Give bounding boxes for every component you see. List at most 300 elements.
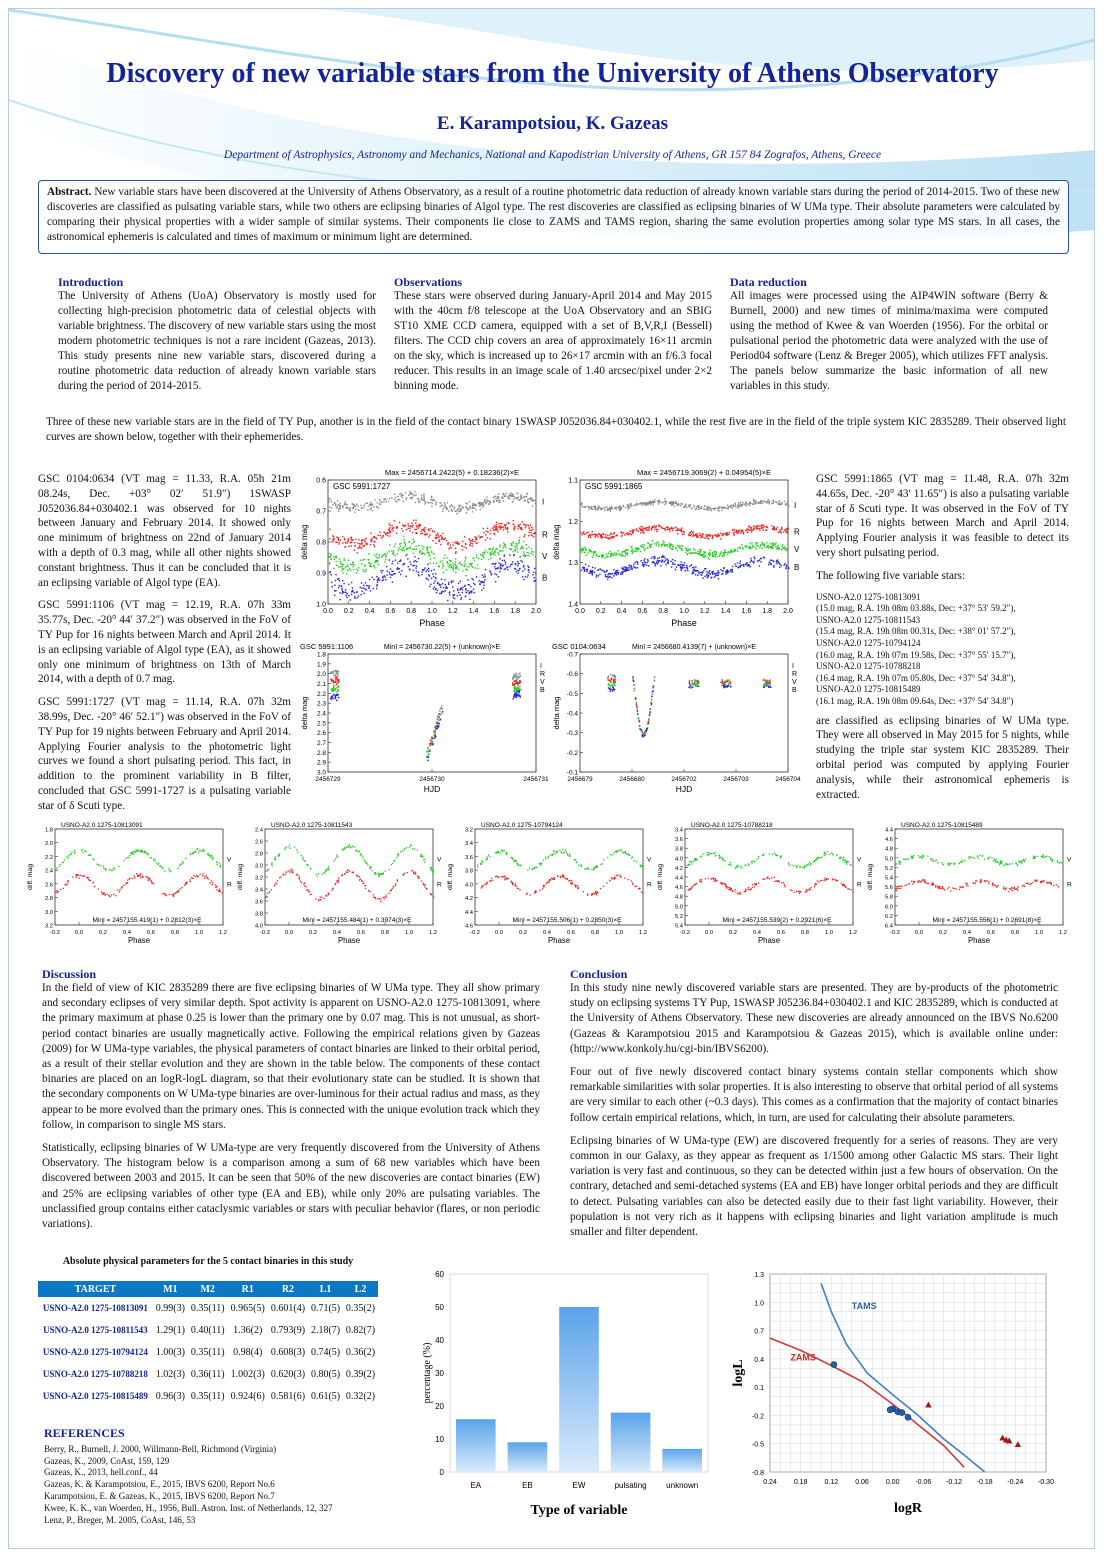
data-point (846, 863, 847, 864)
data-point (305, 886, 306, 887)
data-point (420, 525, 421, 526)
data-point (824, 879, 825, 880)
data-point (431, 570, 432, 571)
data-point (732, 507, 733, 508)
data-point (375, 537, 376, 538)
data-point (416, 532, 417, 533)
data-point (728, 864, 729, 865)
data-point (331, 890, 332, 891)
data-point (699, 535, 700, 536)
data-point (483, 528, 484, 529)
data-point (500, 527, 501, 528)
data-point (652, 504, 653, 505)
data-point (757, 545, 758, 546)
y-tick-label: 3.6 (674, 837, 683, 844)
data-point (519, 568, 520, 569)
data-point (735, 550, 736, 551)
y-tick-label: 5.4 (884, 875, 893, 882)
data-point (768, 686, 770, 688)
data-point (634, 550, 635, 551)
data-point (753, 501, 754, 502)
data-point (616, 554, 617, 555)
legend-label: R (857, 881, 862, 889)
data-point (445, 504, 446, 505)
data-point (658, 503, 659, 504)
data-point (615, 877, 616, 878)
data-point (335, 680, 337, 682)
data-point (531, 551, 532, 552)
data-point (497, 567, 498, 568)
data-point (489, 533, 490, 534)
data-point (764, 543, 765, 544)
observations-section (394, 275, 712, 402)
data-point (636, 704, 638, 706)
data-point (699, 573, 700, 574)
data-point (382, 570, 383, 571)
data-point (743, 564, 744, 565)
data-point (353, 592, 354, 593)
data-point (699, 552, 700, 553)
data-point (777, 547, 778, 548)
data-point (811, 887, 812, 888)
data-point (343, 848, 344, 849)
data-point (761, 525, 762, 526)
data-point (606, 556, 607, 557)
data-point (357, 543, 358, 544)
data-point (514, 689, 516, 691)
data-point (517, 528, 518, 529)
data-point (339, 504, 340, 505)
data-point (453, 508, 454, 509)
data-point (696, 686, 698, 688)
data-point (412, 848, 413, 849)
star-line: USNO-A2.0 1275-10815489 (816, 684, 921, 695)
data-point (271, 889, 272, 890)
data-point (391, 497, 392, 498)
data-point (765, 682, 767, 684)
observations-text: These stars were observed during January-April 2014 and May 2015 with the 40cm f/8 telescope at the UoA Observatory and an SBIG ST10 XME CCD camera, equipped with a set of B,V,R,I (Bessell) filters. The CCD chip covers an area of approximately 16×11 arcmin on the sky, which is increased up to 26×17 arcmin with an f/6.3 focal reducer. This results in an image scale of 1.40 arcsec/pixel under 2×2 binning mode. (394, 290, 712, 392)
data-point (153, 883, 154, 884)
data-point (604, 510, 605, 511)
data-point (336, 684, 338, 686)
data-point (662, 540, 663, 541)
data-point (638, 718, 640, 720)
data-point (606, 554, 607, 555)
data-point (436, 592, 437, 593)
data-point (356, 569, 357, 570)
data-point (516, 545, 517, 546)
data-point (373, 544, 374, 545)
data-point (140, 873, 141, 874)
data-point (603, 886, 604, 887)
data-point (411, 543, 412, 544)
data-point (697, 537, 698, 538)
data-point (448, 510, 449, 511)
five-stars-outro: are classified as eclipsing binaries of W UMa type. They were all observed in May 2015 for 5 nights, while studying the triple star system KIC 2835289. Their orbital period was computed by applying Fourier analysis, while their astronomical ephemeris is extracted. (816, 714, 1069, 801)
data-point (539, 863, 540, 864)
data-point (352, 566, 353, 567)
data-point (436, 721, 438, 723)
data-point (486, 856, 487, 857)
data-point (394, 860, 395, 861)
data-point (331, 507, 332, 508)
y-tick-label: 1.8 (316, 651, 326, 659)
data-point (56, 867, 57, 868)
data-point (705, 568, 706, 569)
data-point (212, 882, 213, 883)
data-point (361, 880, 362, 881)
data-point (315, 874, 316, 875)
y-axis-label: diff. mag (27, 864, 34, 890)
data-point (210, 882, 211, 883)
data-point (690, 532, 691, 533)
data-point (204, 850, 205, 851)
legend-label: V (792, 679, 797, 686)
data-point (708, 553, 709, 554)
data-point (720, 882, 721, 883)
data-point (275, 883, 276, 884)
data-point (415, 520, 416, 521)
data-point (852, 891, 853, 892)
data-point (688, 864, 689, 865)
data-point (790, 889, 791, 890)
data-point (462, 507, 463, 508)
data-point (836, 854, 837, 855)
data-point (442, 563, 443, 564)
x-axis-label: HJD (675, 784, 693, 794)
data-point (489, 502, 490, 503)
data-point (768, 546, 769, 547)
data-point (729, 532, 730, 533)
data-point (794, 892, 795, 893)
data-point (562, 849, 563, 850)
data-point (757, 542, 758, 543)
data-point (434, 586, 435, 587)
data-point (635, 547, 636, 548)
data-point (199, 850, 200, 851)
data-point (555, 853, 556, 854)
data-point (653, 685, 655, 687)
data-point (827, 851, 828, 852)
data-point (385, 870, 386, 871)
data-point (832, 853, 833, 854)
data-point (585, 869, 586, 870)
data-point (452, 506, 453, 507)
data-point (442, 505, 443, 506)
data-point (367, 585, 368, 586)
data-point (484, 581, 485, 582)
x-tick-label: 0.2 (518, 930, 528, 936)
data-point (501, 850, 502, 851)
data-point (326, 896, 327, 897)
data-point (699, 551, 700, 552)
legend-label: I (540, 663, 542, 670)
data-point (526, 894, 527, 895)
data-point (662, 560, 663, 561)
x-tick-label: -0.2 (260, 930, 270, 936)
data-point (195, 876, 196, 877)
data-point (524, 568, 525, 569)
data-point (402, 530, 403, 531)
data-point (304, 861, 305, 862)
data-point (624, 534, 625, 535)
data-point (362, 559, 363, 560)
data-point (628, 570, 629, 571)
data-point (514, 694, 516, 696)
data-point (386, 501, 387, 502)
data-point (391, 864, 392, 865)
data-point (511, 495, 512, 496)
data-point (655, 527, 656, 528)
data-point (378, 577, 379, 578)
data-point (720, 569, 721, 570)
data-point (338, 508, 339, 509)
data-point (653, 525, 654, 526)
data-point (654, 499, 655, 500)
data-point (351, 594, 352, 595)
data-point (608, 553, 609, 554)
data-point (345, 848, 346, 849)
data-point (656, 561, 657, 562)
data-point (370, 891, 371, 892)
data-point (389, 574, 390, 575)
data-point (589, 551, 590, 552)
data-point (780, 565, 781, 566)
data-point (523, 541, 524, 542)
data-point (310, 894, 311, 895)
data-point (424, 529, 425, 530)
data-point (691, 887, 692, 888)
data-point (617, 550, 618, 551)
data-point (450, 561, 451, 562)
data-point (665, 560, 666, 561)
data-point (776, 502, 777, 503)
data-point (278, 853, 279, 854)
data-point (441, 592, 442, 593)
data-point (657, 501, 658, 502)
data-point (742, 502, 743, 503)
data-point (443, 538, 444, 539)
x-tick-label: 0.2 (728, 930, 738, 936)
data-point (627, 879, 628, 880)
data-point (404, 873, 405, 874)
data-point (764, 680, 766, 682)
data-point (304, 885, 305, 886)
data-point (291, 869, 292, 870)
data-point (362, 569, 363, 570)
data-point (629, 507, 630, 508)
data-point (397, 562, 398, 563)
data-point (627, 532, 628, 533)
data-point (608, 508, 609, 509)
data-point (633, 680, 635, 682)
data-point (103, 892, 104, 893)
data-point (447, 561, 448, 562)
data-point (739, 566, 740, 567)
data-point (773, 566, 774, 567)
x-tick-label: 1.0 (679, 608, 689, 615)
data-point (447, 542, 448, 543)
data-point (495, 495, 496, 496)
data-point (543, 860, 544, 861)
data-point (351, 539, 352, 540)
data-point (306, 889, 307, 890)
data-point (458, 511, 459, 512)
data-point (71, 851, 72, 852)
data-point (417, 849, 418, 850)
data-point (784, 549, 785, 550)
data-point (527, 574, 528, 575)
data-point (849, 889, 850, 890)
data-point (443, 587, 444, 588)
data-point (771, 525, 772, 526)
data-point (443, 508, 444, 509)
data-point (104, 894, 105, 895)
data-point (715, 556, 716, 557)
data-point (848, 861, 849, 862)
data-point (404, 545, 405, 546)
data-point (712, 555, 713, 556)
data-point (333, 556, 334, 557)
data-point (516, 688, 518, 690)
data-point (222, 892, 223, 893)
data-point (346, 871, 347, 872)
data-point (363, 587, 364, 588)
data-point (348, 595, 349, 596)
data-point (414, 529, 415, 530)
data-point (488, 854, 489, 855)
data-point (648, 721, 650, 723)
data-point (604, 557, 605, 558)
data-point (631, 566, 632, 567)
data-point (546, 883, 547, 884)
data-point (428, 754, 430, 756)
introduction-heading: Introduction (58, 275, 124, 289)
data-point (383, 501, 384, 502)
data-point (670, 561, 671, 562)
data-point (584, 552, 585, 553)
data-point (466, 507, 467, 508)
data-point (193, 875, 194, 876)
data-point (518, 674, 520, 676)
data-point (647, 542, 648, 543)
data-point (665, 545, 666, 546)
data-point (519, 686, 521, 688)
data-point (708, 852, 709, 853)
data-point (187, 882, 188, 883)
y-tick-label: 3.0 (44, 909, 53, 916)
data-point (583, 550, 584, 551)
data-point (673, 503, 674, 504)
x-tick-label: 0.4 (616, 608, 627, 615)
data-point (752, 547, 753, 548)
data-point (523, 555, 524, 556)
data-point (364, 860, 365, 861)
data-point (626, 549, 627, 550)
data-point (735, 891, 736, 892)
data-point (103, 866, 104, 867)
data-point (609, 688, 611, 690)
data-point (376, 576, 377, 577)
data-point (519, 556, 520, 557)
data-point (363, 883, 364, 884)
data-point (334, 590, 335, 591)
data-point (652, 687, 654, 689)
data-point (404, 550, 405, 551)
data-point (601, 535, 602, 536)
data-point (767, 547, 768, 548)
data-point (378, 875, 379, 876)
data-point (644, 734, 646, 736)
data-point (280, 876, 281, 877)
x-tick-label: 0.2 (308, 930, 318, 936)
data-point (697, 859, 698, 860)
data-point (748, 547, 749, 548)
data-point (399, 543, 400, 544)
data-point (141, 877, 142, 878)
data-point (166, 895, 167, 896)
data-point (594, 508, 595, 509)
data-point (494, 554, 495, 555)
data-point (656, 542, 657, 543)
data-point (80, 875, 81, 876)
data-point (633, 564, 634, 565)
data-point (381, 572, 382, 573)
data-point (398, 572, 399, 573)
data-point (810, 889, 811, 890)
data-point (612, 508, 613, 509)
data-point (615, 676, 617, 678)
data-point (370, 532, 371, 533)
data-point (761, 526, 762, 527)
data-point (476, 576, 477, 577)
data-point (58, 866, 59, 867)
data-point (649, 715, 651, 717)
data-point (140, 876, 141, 877)
data-point (648, 565, 649, 566)
data-point (380, 901, 381, 902)
data-point (643, 566, 644, 567)
data-point (704, 556, 705, 557)
data-point (503, 500, 504, 501)
data-point (356, 592, 357, 593)
data-point (480, 536, 481, 537)
data-point (465, 544, 466, 545)
data-point (589, 534, 590, 535)
data-point (726, 570, 727, 571)
data-point (337, 674, 339, 676)
data-point (389, 525, 390, 526)
data-point (690, 549, 691, 550)
data-point (613, 852, 614, 853)
data-point (624, 878, 625, 879)
data-point (851, 889, 852, 890)
y-tick-label: 4.6 (464, 923, 473, 930)
data-point (338, 537, 339, 538)
data-point (781, 529, 782, 530)
data-point (696, 535, 697, 536)
data-point (448, 566, 449, 567)
data-point (396, 568, 397, 569)
data-point (113, 894, 114, 895)
y-tick-label: 4.6 (884, 837, 893, 844)
x-tick-label: 0.2 (98, 930, 108, 936)
data-point (393, 550, 394, 551)
x-tick-label: 0.8 (590, 930, 600, 936)
data-point (698, 509, 699, 510)
data-point (695, 570, 696, 571)
data-point (483, 588, 484, 589)
